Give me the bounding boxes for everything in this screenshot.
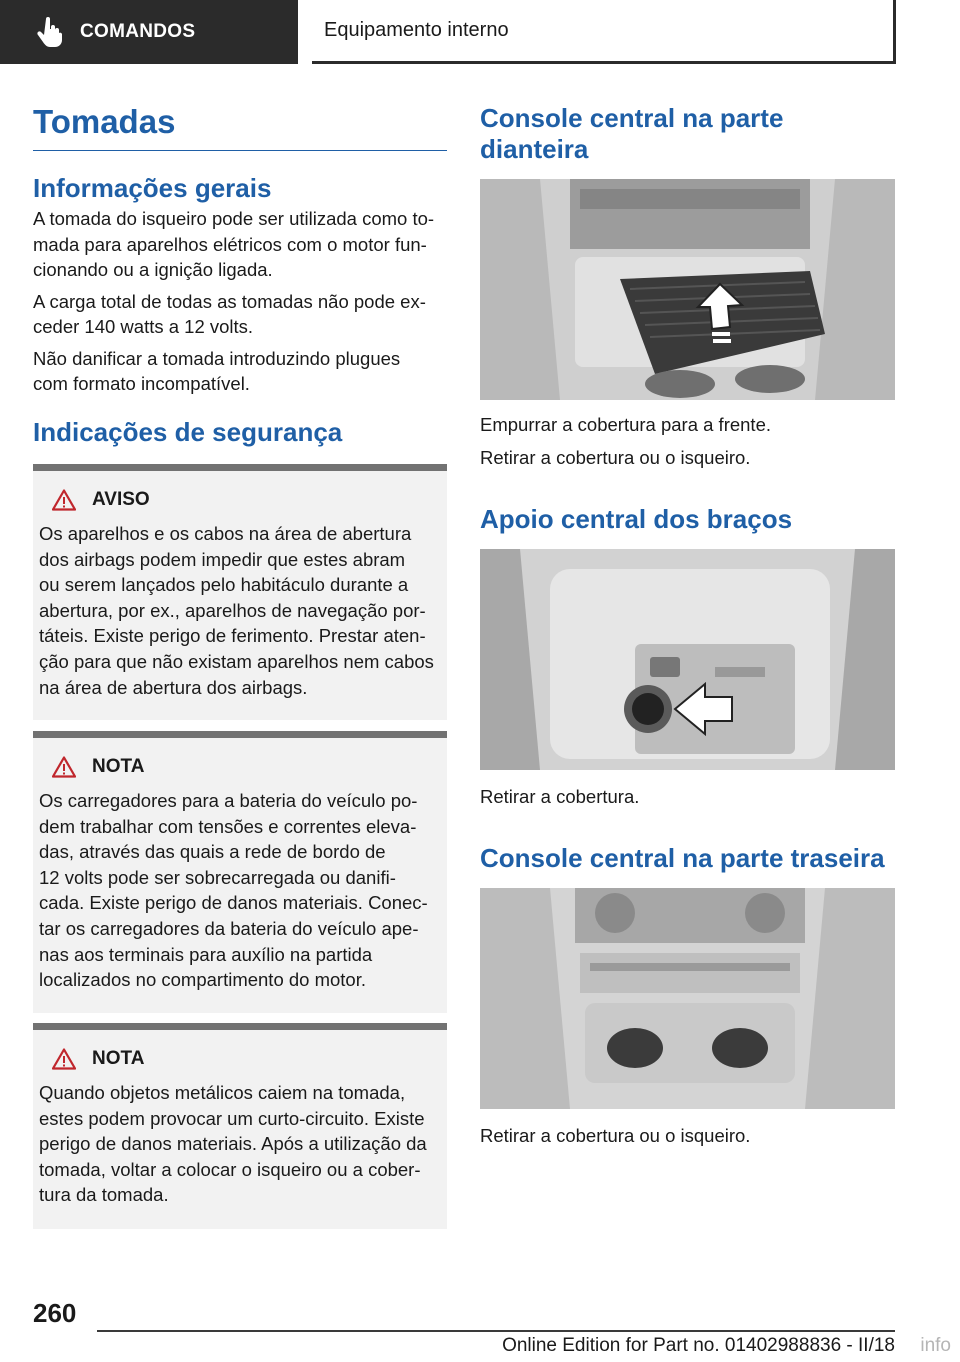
general-paragraph-2: A carga total de todas as tomadas não pode ex- ceder 140 watts a 12 volts. <box>33 290 426 337</box>
rear-console-photo <box>480 888 895 1109</box>
chapter-tab <box>0 0 298 64</box>
warning-triangle-icon <box>52 1048 76 1070</box>
notice-title-1: NOTA <box>52 754 439 780</box>
edition-note: Online Edition for Part no. 01402988836 - II/18 <box>502 1335 895 1356</box>
hand-pointer-icon <box>30 12 70 52</box>
warning-text: Os aparelhos e os cabos na área de abertura dos airbags podem impedir que estes abram ou serem lançados pelo habitáculo durante a abertura, por ex., aparelhos de navegação por- táteis. Existe perigo de ferimento. Prestar aten- ção para que não existam aparelhos nem cabos na área de abertura dos airbags. <box>39 523 434 698</box>
rear-caption: Retirar a cobertura ou o isqueiro. <box>480 1125 751 1146</box>
left-column <box>33 100 447 448</box>
general-info-heading: Informações gerais <box>33 173 272 203</box>
notice-text-1: Os carregadores para a bateria do veículo po- dem trabalhar com tensões e correntes eleva- das, através das quais a rede de bordo de 12 volts pode ser sobrecarregada ou danifi- cada. Existe perigo de danos materiais. Conec- tar os carregadores da bateria do veículo ape- nas aos terminais para auxílio na partida localizados no compartimento do motor. <box>39 790 428 991</box>
section-label: Equipamento interno <box>312 0 896 64</box>
warning-triangle-icon <box>52 489 76 511</box>
watermark: info <box>920 1335 951 1356</box>
warning-triangle-icon <box>52 756 76 778</box>
armrest-caption: Retirar a cobertura. <box>480 786 640 807</box>
general-paragraph-3: Não danificar a tomada introduzindo plugues com formato incompatível. <box>33 347 401 394</box>
safety-heading: Indicações de segurança <box>33 416 343 447</box>
notice-text-2: Quando objetos metálicos caiem na tomada, estes podem provocar um curto-circuito. Existe perigo de danos materiais. Após a utilização da tomada, voltar a colocar o isqueiro ou a cober- tura da tomada. <box>39 1082 427 1206</box>
notice-box-2 <box>33 1023 447 1229</box>
notice-box-1 <box>33 731 447 1013</box>
warning-box <box>33 464 447 720</box>
notice-title-2: NOTA <box>52 1046 439 1072</box>
front-console-photo <box>480 179 895 400</box>
general-paragraph-1: A tomada do isqueiro pode ser utilizada como to- mada para aparelhos elétricos com o motor fun- cionando ou a ignição ligada. <box>33 208 435 280</box>
footer-rule <box>97 1330 895 1332</box>
front-caption-1: Empurrar a cobertura para a frente. <box>480 414 772 435</box>
front-caption-2: Retirar a cobertura ou o isqueiro. <box>480 447 751 468</box>
page-title: Tomadas <box>33 100 447 151</box>
page-number: 260 <box>33 1298 77 1328</box>
front-console-heading: Console central na parte dianteira <box>480 103 784 164</box>
armrest-heading: Apoio central dos braços <box>480 504 793 534</box>
rear-console-heading: Console central na parte traseira <box>480 843 885 873</box>
chapter-label: COMANDOS <box>80 21 196 42</box>
warning-title: AVISO <box>52 487 439 513</box>
armrest-photo <box>480 549 895 770</box>
